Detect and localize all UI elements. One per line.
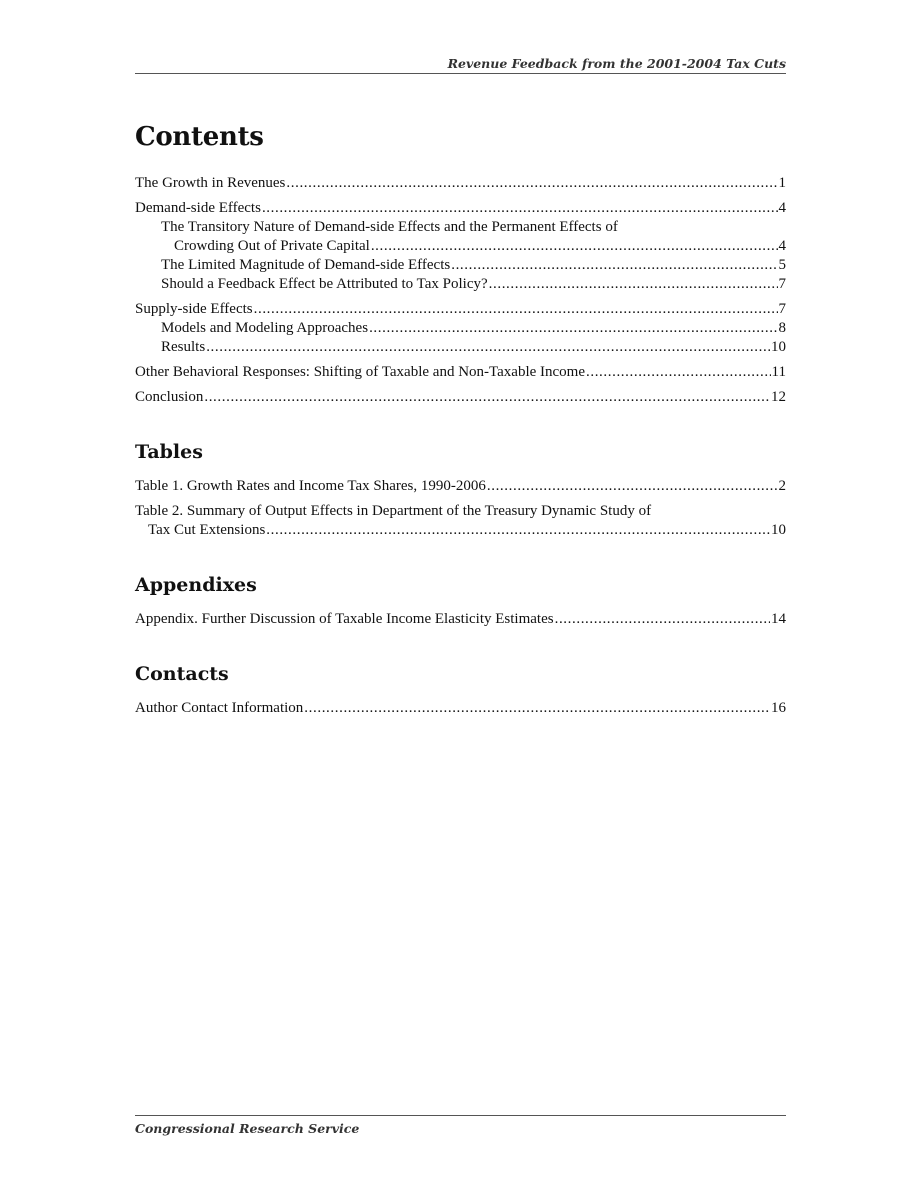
toc-page-number: 4 xyxy=(778,200,786,216)
toc-entry-title: Table 1. Growth Rates and Income Tax Shares, 1990-2006 xyxy=(135,478,486,494)
contents-section xyxy=(135,122,786,407)
toc-entry-title: The Growth in Revenues xyxy=(135,175,286,191)
dot-leader xyxy=(555,610,770,629)
toc-entry-appendix[interactable] xyxy=(135,610,786,629)
toc-page-number: 4 xyxy=(778,238,786,254)
toc-entry-title: Conclusion xyxy=(135,389,204,405)
dot-leader xyxy=(369,319,777,338)
contents-list xyxy=(135,174,786,407)
table-of-contents xyxy=(135,122,786,752)
toc-entry-title: Appendix. Further Discussion of Taxable Income Elasticity Estimates xyxy=(135,611,554,627)
tables-list xyxy=(135,477,786,540)
toc-entry-title-line1: Table 2. Summary of Output Effects in Department of the Treasury Dynamic Study of xyxy=(135,503,652,519)
dot-leader xyxy=(586,363,771,382)
running-header: Revenue Feedback from the 2001-2004 Tax Cuts xyxy=(447,56,786,71)
dot-leader xyxy=(254,300,778,319)
toc-entry-title: Demand-side Effects xyxy=(135,200,261,216)
toc-page-number: 12 xyxy=(771,389,786,405)
toc-entry-models-approaches[interactable] xyxy=(135,319,786,338)
toc-entry-table-2[interactable] xyxy=(135,502,786,540)
toc-entry-results[interactable] xyxy=(135,338,786,357)
toc-page-number: 8 xyxy=(778,320,786,336)
toc-page-number: 7 xyxy=(778,276,786,292)
contacts-section xyxy=(135,663,786,718)
toc-entry-title: Results xyxy=(161,339,206,355)
dot-leader xyxy=(304,699,770,718)
toc-entry-title: Supply-side Effects xyxy=(135,301,253,317)
toc-entry-title: Other Behavioral Responses: Shifting of Taxable and Non-Taxable Income xyxy=(135,364,585,380)
footer-rule xyxy=(135,1115,786,1116)
contacts-list xyxy=(135,699,786,718)
toc-entry-limited-magnitude[interactable] xyxy=(135,256,786,275)
dot-leader xyxy=(451,256,777,275)
toc-page-number: 10 xyxy=(771,522,786,538)
toc-entry-transitory-nature[interactable] xyxy=(135,218,786,256)
contacts-heading: Contacts xyxy=(135,663,229,685)
toc-entry-title: Crowding Out of Private Capital xyxy=(174,238,370,254)
toc-entry-author-contact[interactable] xyxy=(135,699,786,718)
toc-page-number: 14 xyxy=(771,611,786,627)
dot-leader xyxy=(206,338,770,357)
header-rule xyxy=(135,73,786,74)
dot-leader xyxy=(489,275,778,294)
toc-entry-conclusion[interactable] xyxy=(135,388,786,407)
toc-entry-title: Author Contact Information xyxy=(135,700,304,716)
toc-entry-title: Tax Cut Extensions xyxy=(148,522,266,538)
dot-leader xyxy=(266,521,770,540)
toc-page-number: 10 xyxy=(771,339,786,355)
contents-heading: Contents xyxy=(135,122,264,152)
appendixes-section xyxy=(135,574,786,629)
dot-leader xyxy=(286,174,777,193)
toc-entry-title: Models and Modeling Approaches xyxy=(161,320,369,336)
toc-page-number: 16 xyxy=(771,700,786,716)
toc-page-number: 2 xyxy=(778,478,786,494)
appendixes-heading: Appendixes xyxy=(135,574,257,596)
dot-leader xyxy=(487,477,778,496)
toc-entry-title: Should a Feedback Effect be Attributed to Tax Policy? xyxy=(161,276,488,292)
dot-leader xyxy=(204,388,770,407)
toc-page-number: 1 xyxy=(778,175,786,191)
running-footer: Congressional Research Service xyxy=(135,1121,360,1136)
toc-entry-title: The Limited Magnitude of Demand-side Effects xyxy=(161,257,451,273)
toc-entry-growth-in-revenues[interactable] xyxy=(135,174,786,193)
toc-entry-title-line1: The Transitory Nature of Demand-side Effects and the Permanent Effects of xyxy=(161,219,618,235)
toc-page-number: 5 xyxy=(778,257,786,273)
toc-page-number: 7 xyxy=(778,301,786,317)
tables-heading: Tables xyxy=(135,441,203,463)
appendixes-list xyxy=(135,610,786,629)
dot-leader xyxy=(371,237,778,256)
tables-section xyxy=(135,441,786,540)
toc-entry-table-1[interactable] xyxy=(135,477,786,496)
toc-entry-supply-side-effects[interactable] xyxy=(135,300,786,319)
toc-entry-feedback-effect-attributed[interactable] xyxy=(135,275,786,294)
toc-entry-demand-side-effects[interactable] xyxy=(135,199,786,218)
dot-leader xyxy=(262,199,778,218)
toc-page-number: 11 xyxy=(771,364,786,380)
toc-entry-other-behavioral-responses[interactable] xyxy=(135,363,786,382)
